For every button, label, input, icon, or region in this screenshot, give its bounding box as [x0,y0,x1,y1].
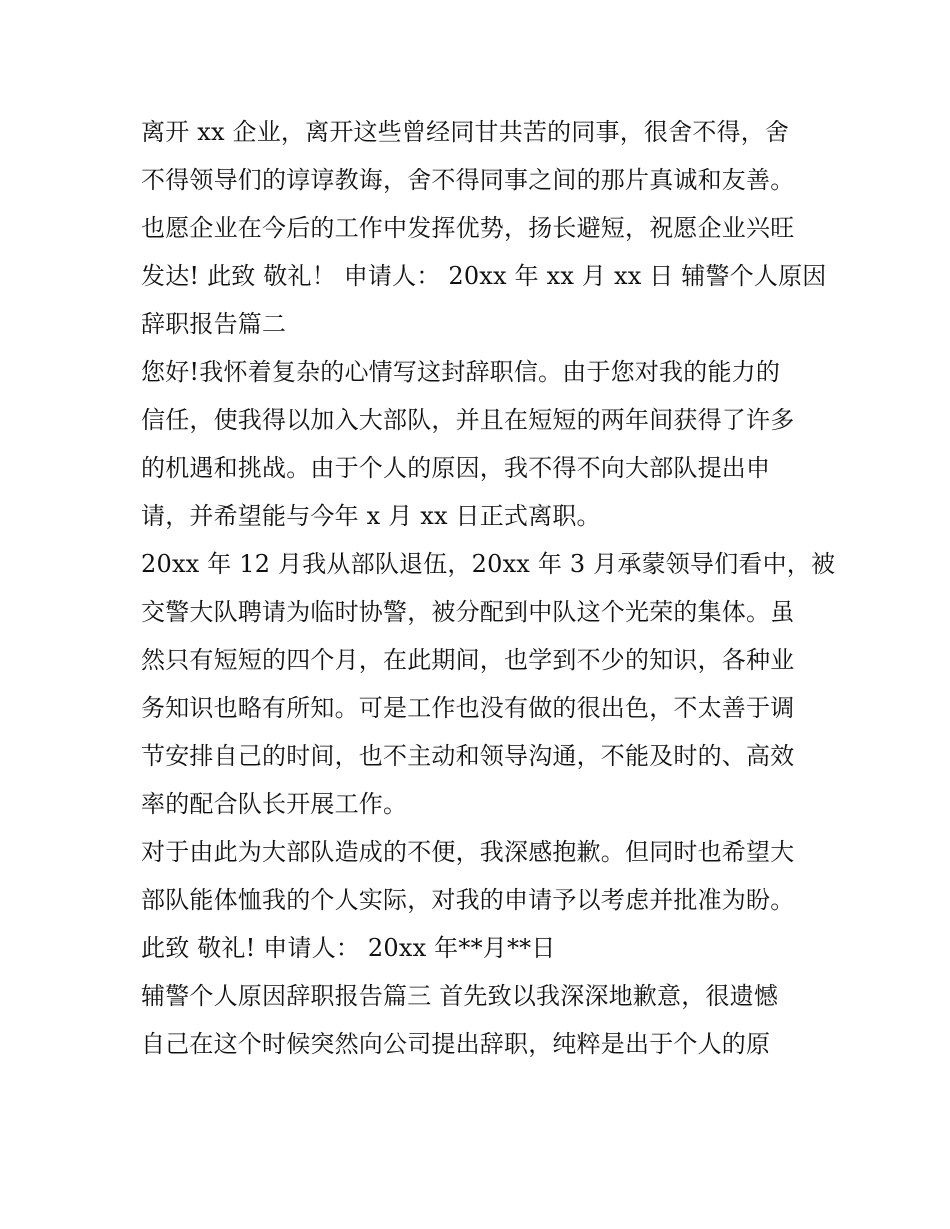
text-line: 此致 敬礼! 申请人： 20xx 年**月**日 [141,934,556,962]
text-line: 辅警个人原因辞职报告篇三 首先致以我深深地歉意，很遗憾 [141,982,779,1010]
text-line: 不得领导们的谆谆教诲，舍不得同事之间的那片真诚和友善。 [141,166,795,194]
text-line: 发达! 此致 敬礼！ 申请人： 20xx 年 xx 月 xx 日 辅警个人原因 [141,262,827,290]
text-line: 率的配合队长开展工作。 [141,790,408,818]
text-line: 然只有短短的四个月，在此期间，也学到不少的知识，各种业 [141,646,795,674]
text-line: 20xx 年 12 月我从部队退伍，20xx 年 3 月承蒙领导们看中，被 [141,550,836,578]
document-body [141,108,836,1068]
section-title-line: 辞职报告篇二 [141,310,287,338]
text-line: 信任，使我得以加入大部队，并且在短短的两年间获得了许多 [141,406,795,434]
text-line: 部队能体恤我的个人实际，对我的申请予以考虑并批准为盼。 [141,886,795,914]
text-line: 交警大队聘请为临时协警，被分配到中队这个光荣的集体。虽 [141,598,795,626]
text-line: 离开 xx 企业，离开这些曾经同甘共苦的同事，很舍不得，舍 [141,118,790,146]
text-line: 的机遇和挑战。由于个人的原因，我不得不向大部队提出申 [141,454,771,482]
text-line: 对于由此为大部队造成的不便，我深感抱歉。但同时也希望大 [141,838,795,866]
text-line: 务知识也略有所知。可是工作也没有做的很出色，不太善于调 [141,694,795,722]
text-line: 也愿企业在今后的工作中发挥优势，扬长避短，祝愿企业兴旺 [141,214,795,242]
text-line: 请，并希望能与今年 x 月 xx 日正式离职。 [141,502,601,530]
text-line: 自己在这个时候突然向公司提出辞职，纯粹是出于个人的原 [141,1030,771,1058]
text-line: 您好!我怀着复杂的心情写这封辞职信。由于您对我的能力的 [141,358,781,386]
text-line: 节安排自己的时间，也不主动和领导沟通，不能及时的、高效 [141,742,795,770]
